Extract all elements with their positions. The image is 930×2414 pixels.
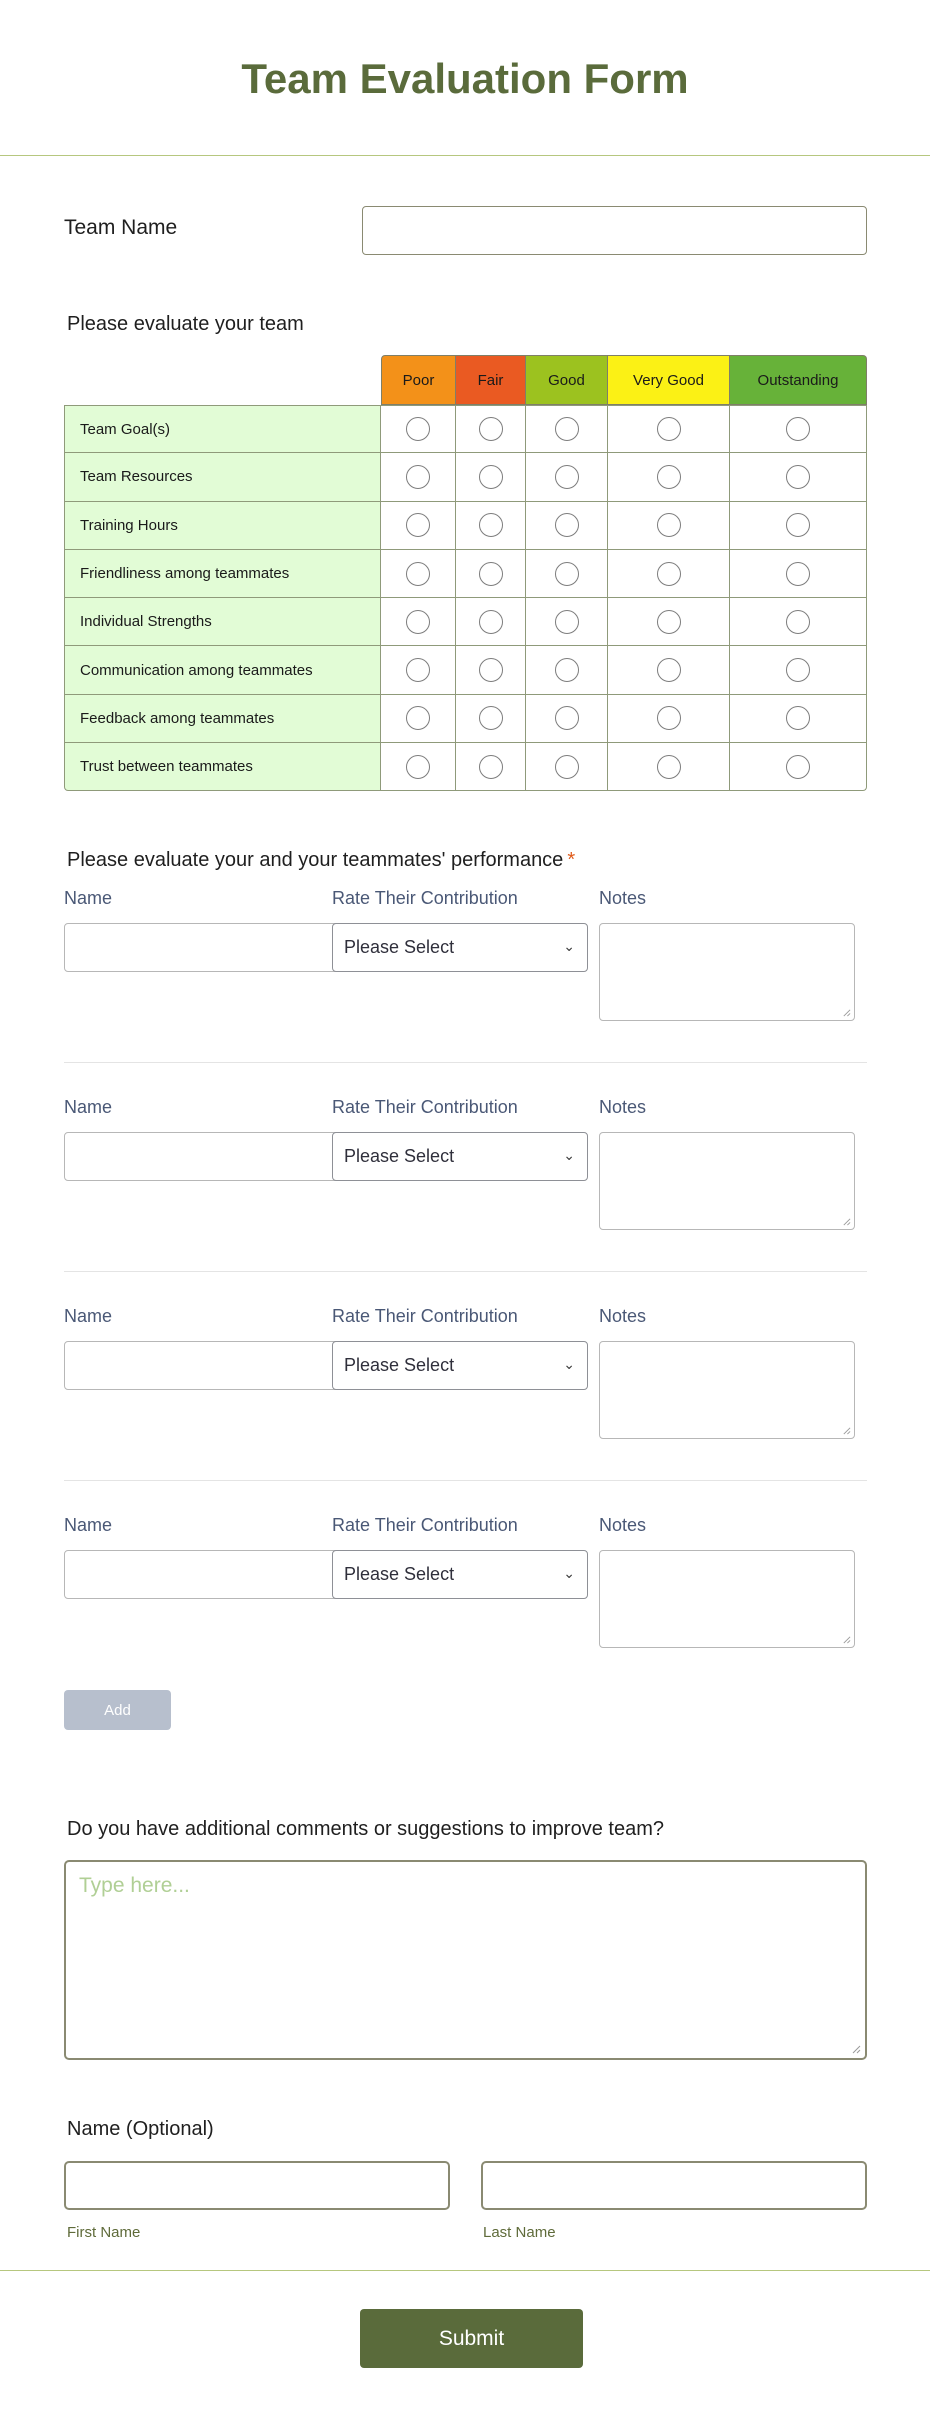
matrix-row-label: Feedback among teammates xyxy=(64,695,381,743)
team-evaluation-matrix xyxy=(64,355,867,791)
rating-radio[interactable] xyxy=(555,610,579,634)
entry-divider xyxy=(64,1271,867,1272)
matrix-row xyxy=(64,405,867,453)
matrix-column-header: Outstanding xyxy=(730,355,867,405)
resize-grip-icon[interactable] xyxy=(842,1426,851,1435)
last-name-input[interactable] xyxy=(481,2161,867,2210)
rating-radio[interactable] xyxy=(406,465,430,489)
team-name-label: Team Name xyxy=(64,216,178,239)
name-column-label: Name xyxy=(64,888,113,908)
notes-textarea[interactable] xyxy=(599,923,855,1021)
rating-radio[interactable] xyxy=(406,417,430,441)
rating-radio[interactable] xyxy=(657,465,681,489)
matrix-row xyxy=(64,743,867,791)
rating-radio[interactable] xyxy=(786,465,810,489)
chevron-down-icon: ⌄ xyxy=(563,1356,575,1372)
notes-column-label: Notes xyxy=(599,888,647,908)
header xyxy=(0,0,930,156)
contribution-select[interactable] xyxy=(332,1132,588,1181)
rating-radio[interactable] xyxy=(479,562,503,586)
matrix-row xyxy=(64,502,867,550)
rating-radio[interactable] xyxy=(657,755,681,779)
rate-column-label: Rate Their Contribution xyxy=(332,1306,518,1326)
first-name-label: First Name xyxy=(67,2224,141,2241)
rating-radio[interactable] xyxy=(479,417,503,441)
submit-button[interactable]: Submit xyxy=(360,2309,583,2368)
matrix-cell xyxy=(730,502,867,550)
matrix-column-header: Poor xyxy=(381,355,456,405)
rating-radio[interactable] xyxy=(657,706,681,730)
matrix-cell xyxy=(526,743,608,791)
matrix-cell xyxy=(608,646,730,694)
matrix-row xyxy=(64,598,867,646)
performance-entry xyxy=(64,1097,867,1257)
rating-radio[interactable] xyxy=(479,465,503,489)
matrix-cell xyxy=(526,646,608,694)
chevron-down-icon: ⌄ xyxy=(563,938,575,954)
matrix-cell xyxy=(381,695,456,743)
teammate-name-input[interactable] xyxy=(64,923,359,972)
matrix-row-label: Friendliness among teammates xyxy=(64,550,381,598)
rating-radio[interactable] xyxy=(479,706,503,730)
rating-radio[interactable] xyxy=(406,706,430,730)
first-name-input[interactable] xyxy=(64,2161,450,2210)
rate-column-label: Rate Their Contribution xyxy=(332,888,518,908)
performance-entry xyxy=(64,1515,867,1675)
matrix-row-label: Individual Strengths xyxy=(64,598,381,646)
matrix-row-label: Team Resources xyxy=(64,453,381,501)
matrix-cell xyxy=(730,646,867,694)
chevron-down-icon: ⌄ xyxy=(563,1565,575,1581)
rating-radio[interactable] xyxy=(657,610,681,634)
matrix-cell xyxy=(608,695,730,743)
name-column-label: Name xyxy=(64,1097,113,1117)
rating-radio[interactable] xyxy=(406,610,430,634)
team-name-row xyxy=(64,206,867,256)
rating-radio[interactable] xyxy=(786,417,810,441)
performance-entry xyxy=(64,888,867,1048)
chevron-down-icon: ⌄ xyxy=(563,1147,575,1163)
matrix-cell xyxy=(730,695,867,743)
matrix-cell xyxy=(608,743,730,791)
teammate-name-input[interactable] xyxy=(64,1341,359,1390)
matrix-cell xyxy=(381,743,456,791)
matrix-cell xyxy=(381,550,456,598)
notes-column-label: Notes xyxy=(599,1306,647,1326)
matrix-row xyxy=(64,646,867,694)
matrix-row xyxy=(64,453,867,501)
matrix-column-header: Good xyxy=(526,355,608,405)
rating-radio[interactable] xyxy=(786,513,810,537)
team-name-input[interactable] xyxy=(362,206,867,255)
name-column-label: Name xyxy=(64,1515,113,1535)
matrix-cell xyxy=(381,453,456,501)
rating-radio[interactable] xyxy=(786,706,810,730)
matrix-cell xyxy=(456,405,526,453)
footer-divider xyxy=(0,2270,930,2271)
notes-column-label: Notes xyxy=(599,1515,647,1535)
matrix-cell xyxy=(456,453,526,501)
notes-textarea[interactable] xyxy=(599,1550,855,1648)
matrix-cell xyxy=(608,502,730,550)
matrix-cell xyxy=(526,502,608,550)
rating-radio[interactable] xyxy=(555,562,579,586)
matrix-cell xyxy=(730,550,867,598)
name-heading: Name (Optional) xyxy=(67,2118,214,2140)
rating-radio[interactable] xyxy=(555,513,579,537)
matrix-cell xyxy=(526,405,608,453)
matrix-cell xyxy=(381,598,456,646)
rate-column-label: Rate Their Contribution xyxy=(332,1515,518,1535)
matrix-column-header: Fair xyxy=(456,355,526,405)
matrix-cell xyxy=(381,646,456,694)
rate-column-label: Rate Their Contribution xyxy=(332,1097,518,1117)
matrix-cell xyxy=(526,695,608,743)
performance-heading-text: Please evaluate your and your teammates' performance xyxy=(67,849,564,871)
matrix-cell xyxy=(456,646,526,694)
rating-radio[interactable] xyxy=(657,513,681,537)
rating-radio[interactable] xyxy=(479,513,503,537)
contribution-select[interactable] xyxy=(332,923,588,972)
rating-radio[interactable] xyxy=(555,465,579,489)
rating-radio[interactable] xyxy=(555,706,579,730)
contribution-select[interactable] xyxy=(332,1550,588,1599)
matrix-row-label: Team Goal(s) xyxy=(64,405,381,453)
rating-radio[interactable] xyxy=(406,562,430,586)
matrix-row xyxy=(64,550,867,598)
rating-radio[interactable] xyxy=(406,658,430,682)
rating-radio[interactable] xyxy=(479,658,503,682)
contribution-select-value: Please Select xyxy=(344,1564,455,1584)
matrix-row-label: Trust between teammates xyxy=(64,743,381,791)
add-entry-button[interactable]: Add xyxy=(64,1690,171,1730)
matrix-header xyxy=(381,355,867,405)
rating-radio[interactable] xyxy=(555,755,579,779)
matrix-cell xyxy=(608,598,730,646)
matrix-heading: Please evaluate your team xyxy=(67,313,304,335)
performance-heading xyxy=(67,849,575,872)
matrix-cell xyxy=(456,502,526,550)
matrix-cell xyxy=(526,598,608,646)
rating-radio[interactable] xyxy=(786,658,810,682)
resize-grip-icon[interactable] xyxy=(842,1008,851,1017)
rating-radio[interactable] xyxy=(657,658,681,682)
contribution-select-value: Please Select xyxy=(344,1355,455,1375)
matrix-column-header: Very Good xyxy=(608,355,730,405)
matrix-cell xyxy=(456,598,526,646)
rating-radio[interactable] xyxy=(406,755,430,779)
comments-placeholder: Type here... xyxy=(79,1874,190,1897)
matrix-cell xyxy=(730,743,867,791)
rating-radio[interactable] xyxy=(406,513,430,537)
last-name-label: Last Name xyxy=(483,2224,556,2241)
matrix-row xyxy=(64,695,867,743)
contribution-select-value: Please Select xyxy=(344,1146,455,1166)
matrix-cell xyxy=(730,453,867,501)
matrix-row-label: Training Hours xyxy=(64,502,381,550)
contribution-select[interactable] xyxy=(332,1341,588,1390)
matrix-cell xyxy=(608,550,730,598)
rating-radio[interactable] xyxy=(786,610,810,634)
rating-radio[interactable] xyxy=(555,417,579,441)
resize-grip-icon[interactable] xyxy=(851,2044,861,2054)
rating-radio[interactable] xyxy=(786,562,810,586)
notes-column-label: Notes xyxy=(599,1097,647,1117)
matrix-cell xyxy=(608,453,730,501)
matrix-cell xyxy=(381,405,456,453)
entry-divider xyxy=(64,1062,867,1063)
resize-grip-icon[interactable] xyxy=(842,1635,851,1644)
entry-divider xyxy=(64,1480,867,1481)
rating-radio[interactable] xyxy=(786,755,810,779)
notes-textarea[interactable] xyxy=(599,1341,855,1439)
form-title: Team Evaluation Form xyxy=(241,54,689,102)
performance-entry xyxy=(64,1306,867,1466)
matrix-row-label: Communication among teammates xyxy=(64,646,381,694)
rating-radio[interactable] xyxy=(479,755,503,779)
matrix-cell xyxy=(456,550,526,598)
matrix-cell xyxy=(730,598,867,646)
matrix-cell xyxy=(456,743,526,791)
teammate-name-input[interactable] xyxy=(64,1132,359,1181)
required-mark: * xyxy=(567,849,576,871)
teammate-name-input[interactable] xyxy=(64,1550,359,1599)
contribution-select-value: Please Select xyxy=(344,937,455,957)
comments-heading: Do you have additional comments or suggestions to improve team? xyxy=(67,1818,664,1840)
matrix-body xyxy=(64,405,867,791)
rating-radio[interactable] xyxy=(479,610,503,634)
rating-radio[interactable] xyxy=(657,562,681,586)
matrix-cell xyxy=(456,695,526,743)
notes-textarea[interactable] xyxy=(599,1132,855,1230)
matrix-cell xyxy=(526,550,608,598)
resize-grip-icon[interactable] xyxy=(842,1217,851,1226)
name-column-label: Name xyxy=(64,1306,113,1326)
matrix-cell xyxy=(381,502,456,550)
matrix-cell xyxy=(526,453,608,501)
matrix-cell xyxy=(608,405,730,453)
matrix-cell xyxy=(730,405,867,453)
rating-radio[interactable] xyxy=(657,417,681,441)
rating-radio[interactable] xyxy=(555,658,579,682)
comments-textarea[interactable] xyxy=(64,1860,867,2060)
